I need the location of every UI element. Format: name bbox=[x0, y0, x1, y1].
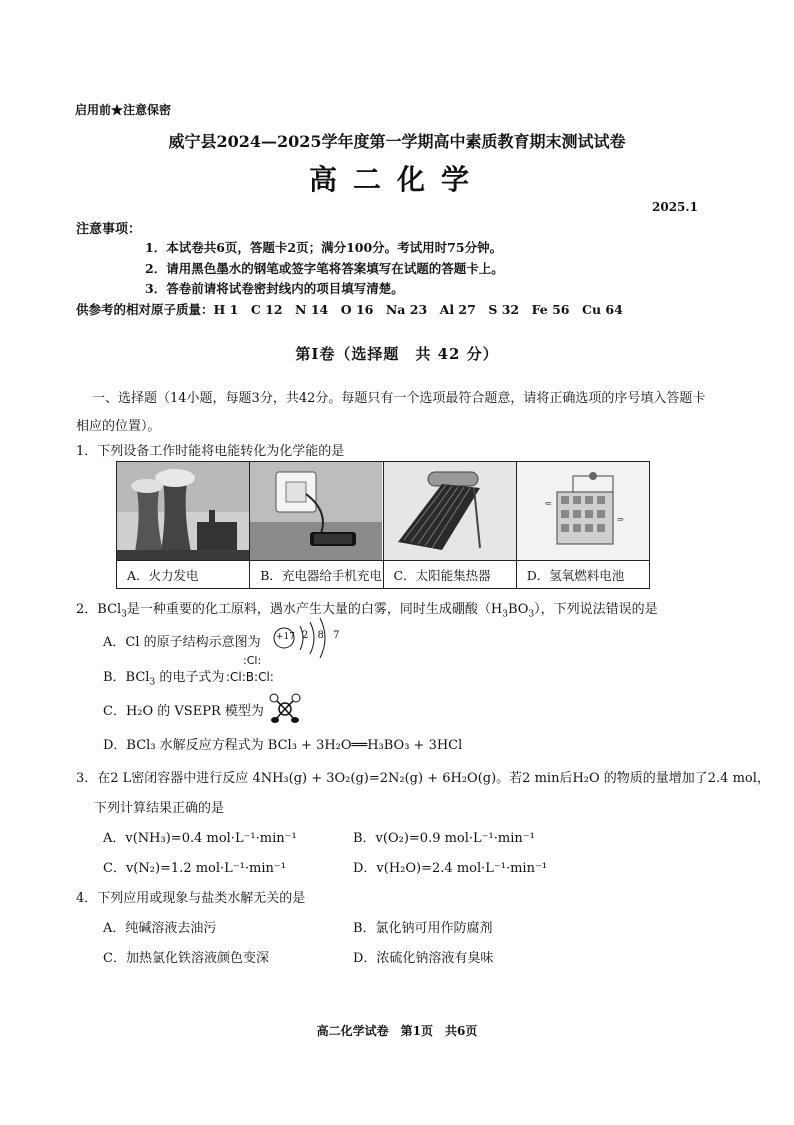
phone-charger-image bbox=[250, 462, 382, 561]
page-footer: 高二化学试卷 第1页 共6页 bbox=[316, 1024, 478, 1038]
q1-option-b-label: B．充电器给手机充电 bbox=[260, 567, 382, 583]
q4-option-a: A．纯碱溶液去油污 bbox=[103, 921, 217, 936]
notice-item: 3．答卷前请将试卷密封线内的项目填写清楚。 bbox=[145, 281, 404, 296]
q4-option-b: B．氯化钠可用作防腐剂 bbox=[353, 921, 493, 936]
q1-option-d-label: D．氢氧燃料电池 bbox=[526, 567, 625, 583]
q1-stem: 1．下列设备工作时能将电能转化为化学能的是 bbox=[76, 444, 345, 459]
power-plant-image bbox=[117, 462, 249, 561]
q1-options-table bbox=[116, 461, 650, 589]
notice-item: 2．请用黑色墨水的钢笔或签字笔将答案填写在试题的答题卡上。 bbox=[145, 261, 504, 276]
q3-option-c: C．v(N₂)=1.2 mol·L⁻¹·min⁻¹ bbox=[103, 861, 286, 876]
chlorine-atom-structure-diagram bbox=[270, 618, 330, 666]
lewis-structure: :Cl:B:Cl: bbox=[226, 670, 274, 684]
q4-option-c: C．加热氯化铁溶液颜色变深 bbox=[103, 951, 269, 966]
lewis-top: :Cl: bbox=[243, 654, 262, 667]
q2-option-a: A．Cl 的原子结构示意图为 bbox=[103, 635, 261, 650]
q3-option-b: B．v(O₂)=0.9 mol·L⁻¹·min⁻¹ bbox=[353, 831, 535, 846]
q4-stem: 4．下列应用或现象与盐类水解无关的是 bbox=[76, 891, 306, 906]
q1-option-d bbox=[517, 462, 649, 588]
q3-option-d: D．v(H₂O)=2.4 mol·L⁻¹·min⁻¹ bbox=[353, 861, 548, 876]
q1-option-a bbox=[117, 462, 250, 588]
vsepr-model-diagram bbox=[268, 692, 302, 728]
svg-text:⇐: ⇐ bbox=[544, 499, 552, 508]
subject-title: 高二化学 bbox=[308, 163, 485, 196]
atom-shells-label: 2 8 7 bbox=[302, 630, 343, 641]
q2-stem: 2．BCl$_3$是一种重要的化工原料，遇水产生大量的白雾，同时生成硼酸$(H_3BO_3)$，下列说法错误的是 bbox=[76, 602, 658, 620]
q1-option-a-label: A．火力发电 bbox=[127, 567, 199, 583]
notice-item: 1．本试卷共6页，答题卡2页；满分100分。考试用时75分钟。 bbox=[145, 240, 503, 255]
q3-option-a: A．v(NH₃)=0.4 mol·L⁻¹·min⁻¹ bbox=[103, 831, 297, 846]
q2-option-d: D．BCl₃ 水解反应方程式为 BCl₃ + 3H₂O══H₃BO₃ + 3HCl bbox=[103, 738, 463, 753]
fuel-cell-image bbox=[517, 462, 649, 561]
section-intro: 一、选择题（14小题，每题3分，共42分。每题只有一个选项最符合题意，请将正确选项的序号填入答题卡相应的位置）。 bbox=[76, 391, 706, 434]
q3-stem-line1: 3．在2 L密闭容器中进行反应 4NH₃(g) + 3O₂(g)=2N₂(g) + 6H₂O(g)。若2 min后H₂O 的物质的量增加了2.4 mol， bbox=[76, 771, 770, 786]
q4-option-d: D．浓硫化钠溶液有臭味 bbox=[353, 951, 494, 966]
solar-collector-image bbox=[384, 462, 516, 561]
exam-date: 2025.1 bbox=[652, 200, 698, 214]
q1-option-b bbox=[250, 462, 383, 588]
q3-stem-line2: 下列计算结果正确的是 bbox=[94, 801, 225, 816]
q1-option-c bbox=[384, 462, 517, 588]
q2-option-b: B．BCl$_3$ 的电子式为 bbox=[103, 670, 225, 688]
part-heading: 第Ⅰ卷（选择题 共 42 分） bbox=[295, 345, 499, 363]
exam-title: 威宁县2024—2025学年度第一学期高中素质教育期末测试试卷 bbox=[168, 132, 626, 151]
atomic-masses: 供参考的相对原子质量：H 1 C 12 N 14 O 16 Na 23 Al 27 S 32 Fe 56 Cu 64 bbox=[76, 302, 623, 317]
svg-text:⇒: ⇒ bbox=[616, 515, 624, 524]
atom-nucleus-label: +17 bbox=[276, 632, 295, 642]
q2-option-c: C．H₂O 的 VSEPR 模型为 bbox=[103, 704, 264, 719]
notice-heading: 注意事项： bbox=[76, 222, 142, 237]
confidential-label: 启用前★注意保密 bbox=[75, 103, 172, 117]
q1-option-c-label: C．太阳能集热器 bbox=[393, 567, 491, 583]
